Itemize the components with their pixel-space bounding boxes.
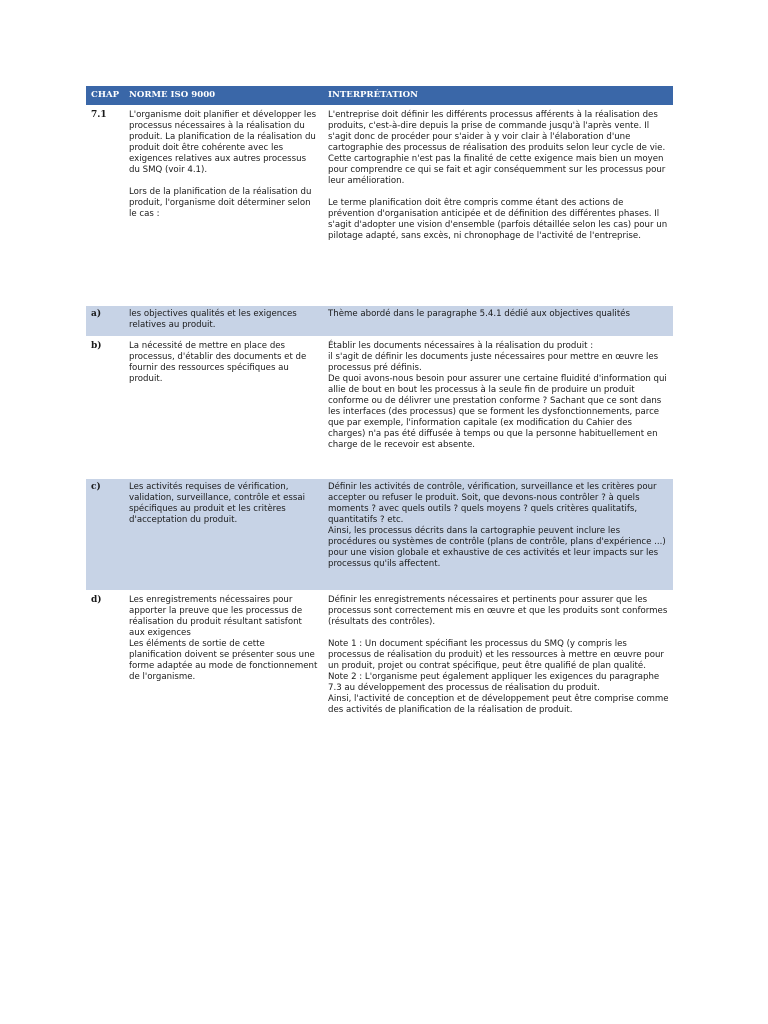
interpretation-paragraph: Thème abordé dans le paragraphe 5.4.1 dédié aux objectives qualités bbox=[328, 309, 630, 319]
header-norme: NORME ISO 9000 bbox=[124, 86, 323, 106]
interpretation-paragraph: L'entreprise doit définir les différents processus afférents à la réalisation des produits, c'est-à-dire depuis la prise de commande jusqu'à l'après vente. Il s'agit donc de procéder pour s'aider à y voir clair à l'élaboration d'une cartographie des processus de réalisation des produits selon leur cycle de vie. Cette cartographie n'est pas la finalité de cette exigence mais bien un moyen pour comprendre ce qui se fait et agir conséquemment sur les processus pour leur amélioration. bbox=[328, 110, 666, 186]
table-row bbox=[86, 478, 673, 591]
interpretation-cell bbox=[323, 106, 673, 305]
chap-cell: 7.1 bbox=[86, 106, 124, 305]
norme-cell bbox=[124, 305, 323, 337]
chap-cell: b) bbox=[86, 337, 124, 478]
header-interpretation: INTERPRÉTATION bbox=[323, 86, 673, 106]
interpretation-cell bbox=[323, 305, 673, 337]
norme-paragraph: Lors de la planification de la réalisation du produit, l'organisme doit déterminer selon le cas : bbox=[129, 187, 312, 219]
table-row bbox=[86, 106, 673, 305]
norme-paragraph: Les enregistrements nécessaires pour apporter la preuve que les processus de réalisation du produit résultant satisfont aux exigences bbox=[129, 595, 303, 638]
norme-paragraph: Les activités requises de vérification, validation, surveillance, contrôle et essai spécifiques au produit et les critères d'acceptation du produit. bbox=[129, 482, 306, 525]
interpretation-paragraph: Établir les documents nécessaires à la réalisation du produit : bbox=[328, 341, 594, 351]
norme-paragraph: La nécessité de mettre en place des processus, d'établir des documents et de fournir des ressources spécifiques au produit. bbox=[129, 341, 307, 384]
norme-paragraph: Les éléments de sortie de cette planification doivent se présenter sous une forme adaptée au mode de fonctionnement de l'organisme. bbox=[129, 639, 318, 682]
interpretation-paragraph: Note 1 : Un document spécifiant les processus du SMQ (y compris les processus de réalisation du produit) et les ressources à mettre en œuvre pour un produit, projet ou contrat spécifique, peut être qualifié de plan qualité. bbox=[328, 639, 664, 671]
interpretation-paragraph: il s'agit de définir les documents juste nécessaires pour mettre en œuvre les processus pré définis. bbox=[328, 352, 659, 373]
interpretation-paragraph: Note 2 : L'organisme peut également appliquer les exigences du paragraphe 7.3 au développement des processus de réalisation du produit. bbox=[328, 672, 660, 693]
table-row bbox=[86, 305, 673, 337]
norme-cell bbox=[124, 106, 323, 305]
norme-cell bbox=[124, 337, 323, 478]
interpretation-paragraph: Le terme planification doit être compris comme étant des actions de prévention d'organisation anticipée et de définition des différentes phases. Il s'agit d'adopter une vision d'ensemble (parfois détaillée selon les cas) pour un pilotage adapté, sans excès, ni chronophage de l'activité de l'entreprise. bbox=[328, 198, 668, 241]
chap-cell: d) bbox=[86, 591, 124, 756]
interpretation-paragraph: Définir les enregistrements nécessaires et pertinents pour assurer que les processus sont correctement mis en œuvre et que les produits sont conformes (résultats des contrôles). bbox=[328, 595, 668, 627]
interpretation-cell bbox=[323, 337, 673, 478]
chap-cell: c) bbox=[86, 478, 124, 591]
table-row bbox=[86, 591, 673, 756]
interpretation-paragraph: De quoi avons-nous besoin pour assurer une certaine fluidité d'information qui allie de bout en bout les processus à la seule fin de produire un produit conforme ou de délivrer une prestation conforme ? Sachant que ce sont dans les interfaces (des processus) que se forment les dysfonctionnements, parce que par exemple, l'information capitale (ex modification du Cahier des charges) n'a pas été diffusée à temps ou que la personne habituellement en charge de le recevoir est absente. bbox=[328, 374, 667, 450]
chap-cell: a) bbox=[86, 305, 124, 337]
table-header-row bbox=[86, 86, 673, 106]
norme-paragraph: les objectives qualités et les exigences relatives au produit. bbox=[129, 309, 297, 330]
norme-cell bbox=[124, 478, 323, 591]
interpretation-paragraph: Ainsi, l'activité de conception et de développement peut être comprise comme des activités de planification de la réalisation de produit. bbox=[328, 694, 669, 715]
interpretation-paragraph: Ainsi, les processus décrits dans la cartographie peuvent inclure les procédures ou systèmes de contrôle (plans de contrôle, plans d'expérience ...) pour une vision globale et exhaustive de ces activités et leur impacts sur les processus qu'ils affectent. bbox=[328, 526, 666, 569]
iso-9000-interpretation-table bbox=[86, 86, 673, 757]
table-row bbox=[86, 337, 673, 478]
header-chap: CHAP bbox=[86, 86, 124, 106]
interpretation-cell bbox=[323, 478, 673, 591]
norme-cell bbox=[124, 591, 323, 756]
interpretation-paragraph: Définir les activités de contrôle, vérification, surveillance et les critères pour accepter ou refuser le produit. Soit, que devons-nous contrôler ? à quels moments ? avec quels outils ? quels moyens ? quels critères qualitatifs, quantitatifs ? etc. bbox=[328, 482, 657, 525]
interpretation-cell bbox=[323, 591, 673, 756]
norme-paragraph: L'organisme doit planifier et développer les processus nécessaires à la réalisation du produit. La planification de la réalisation du produit doit être cohérente avec les exigences relatives aux autres processus du SMQ (voir 4.1). bbox=[129, 110, 317, 175]
